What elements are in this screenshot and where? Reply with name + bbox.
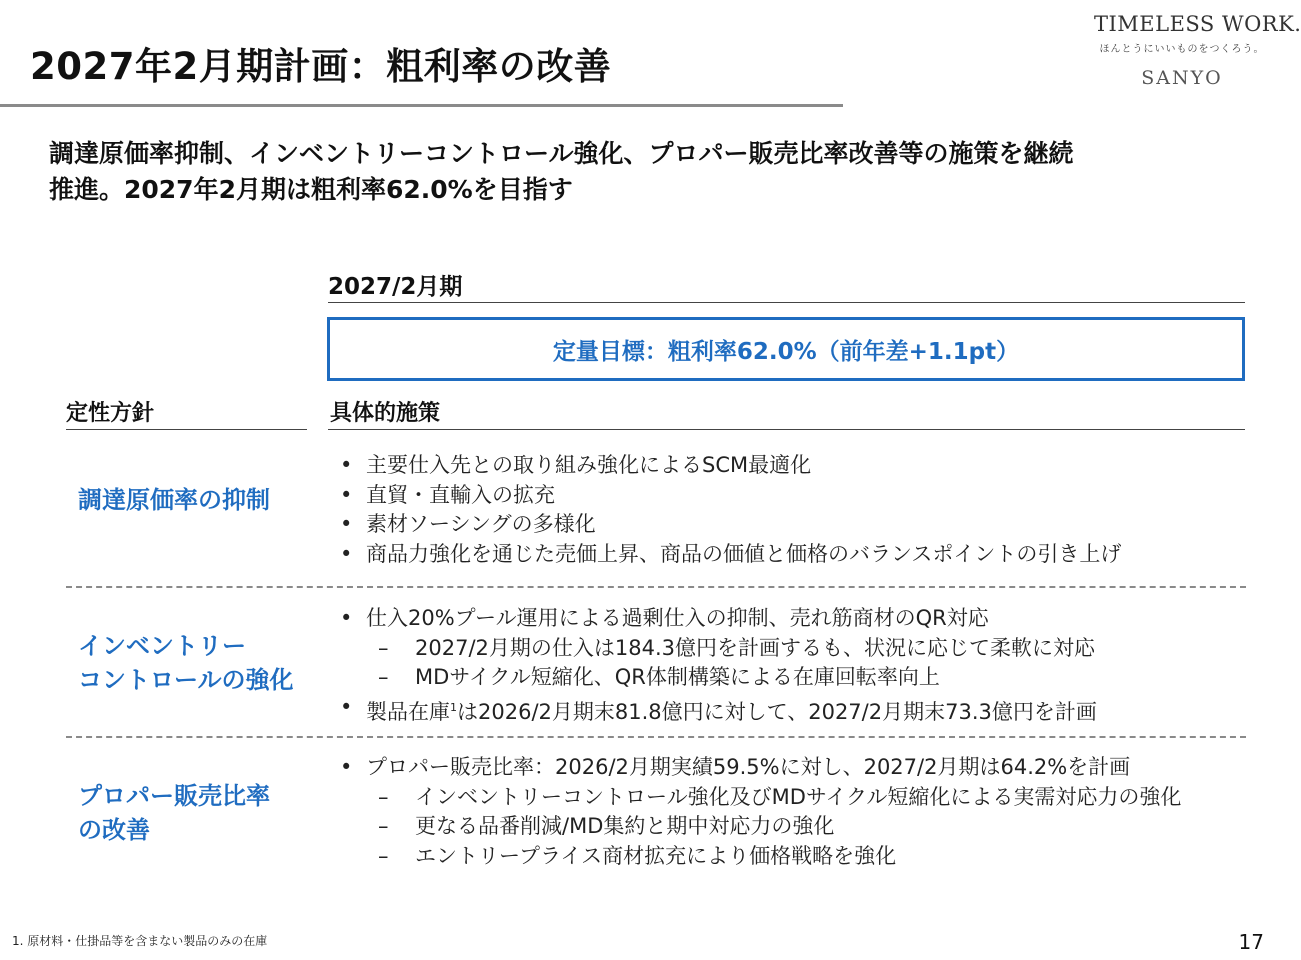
list-item (340, 693, 1097, 728)
section-label-line: 調達原価率の抑制 (78, 486, 270, 514)
period-divider (328, 302, 1245, 303)
section-divider (66, 736, 1246, 738)
column-head-measures: 具体的施策 (330, 401, 441, 426)
list-item: – 2027/2月期の仕入は184.3億円を計画するも、状況に応じて柔軟に対応 (340, 634, 1097, 664)
section-label-line: インベントリー (78, 632, 246, 660)
logo-tagline: ほんとうにいいものをつくろう。 (1099, 44, 1265, 55)
lead-line-2: 推進。2027年2月期は粗利率62.0%を目指す (49, 175, 573, 204)
logo-brand: SANYO (1141, 67, 1223, 89)
lead-statement (49, 136, 1249, 208)
page-number: 17 (1238, 930, 1264, 954)
logo-wordmark: TIMELESS WORK. (1094, 12, 1301, 36)
lead-line-1: 調達原価率抑制、インベントリーコントロール強化、プロパー販売比率改善等の施策を継続 (49, 139, 1074, 168)
measures-list-inventory (340, 604, 1097, 727)
column-head-divider-left (66, 429, 307, 430)
section-divider (66, 586, 1246, 588)
company-logo (1094, 12, 1301, 89)
list-item: – 更なる品番削減/MD集約と期中対応力の強化 (340, 812, 1181, 842)
measures-list-proper-sales (340, 753, 1181, 871)
list-item: – インベントリーコントロール強化及びMDサイクル短縮化による実需対応力の強化 (340, 783, 1181, 813)
section-label-line: コントロールの強化 (78, 666, 294, 694)
section-label-line: の改善 (78, 816, 150, 844)
title-divider (0, 104, 843, 107)
list-item: • プロパー販売比率：2026/2月期実績59.5%に対し、2027/2月期は64.2%を計画 (340, 753, 1181, 783)
list-item: • 仕入20%プール運用による過剰仕入の抑制、売れ筋商材のQR対応 (340, 604, 1097, 634)
list-item: – エントリープライス商材拡充により価格戦略を強化 (340, 842, 1181, 872)
target-box (327, 317, 1245, 381)
section-label-proper-sales (78, 779, 270, 847)
list-item: • 商品力強化を通じた売価上昇、商品の価値と価格のバランスポイントの引き上げ (340, 540, 1121, 570)
section-label-line: プロパー販売比率 (78, 782, 270, 810)
list-item: • 直貿・直輸入の拡充 (340, 481, 1121, 511)
target-text: 定量目標：粗利率62.0%（前年差+1.1pt） (552, 338, 1020, 365)
column-head-divider-right (328, 429, 1245, 430)
footnote: 1. 原材料・仕掛品等を含まない製品のみの在庫 (12, 934, 268, 948)
section-label-procurement (78, 483, 270, 517)
period-heading: 2027/2月期 (328, 274, 463, 300)
column-head-policy: 定性方針 (66, 401, 155, 426)
footnote-marker: 1 (450, 700, 457, 714)
list-item: • 素材ソーシングの多様化 (340, 510, 1121, 540)
list-item: • 主要仕入先との取り組み強化によるSCM最適化 (340, 451, 1121, 481)
section-label-inventory (78, 629, 294, 697)
list-item-text: は2026/2月期末81.8億円に対して、2027/2月期末73.3億円を計画 (457, 699, 1097, 724)
list-item-text: 製品在庫 (366, 699, 450, 724)
list-item: – MDサイクル短縮化、QR体制構築による在庫回転率向上 (340, 663, 1097, 693)
page-title: 2027年2月期計画：粗利率の改善 (30, 45, 612, 88)
measures-list-procurement (340, 451, 1121, 569)
